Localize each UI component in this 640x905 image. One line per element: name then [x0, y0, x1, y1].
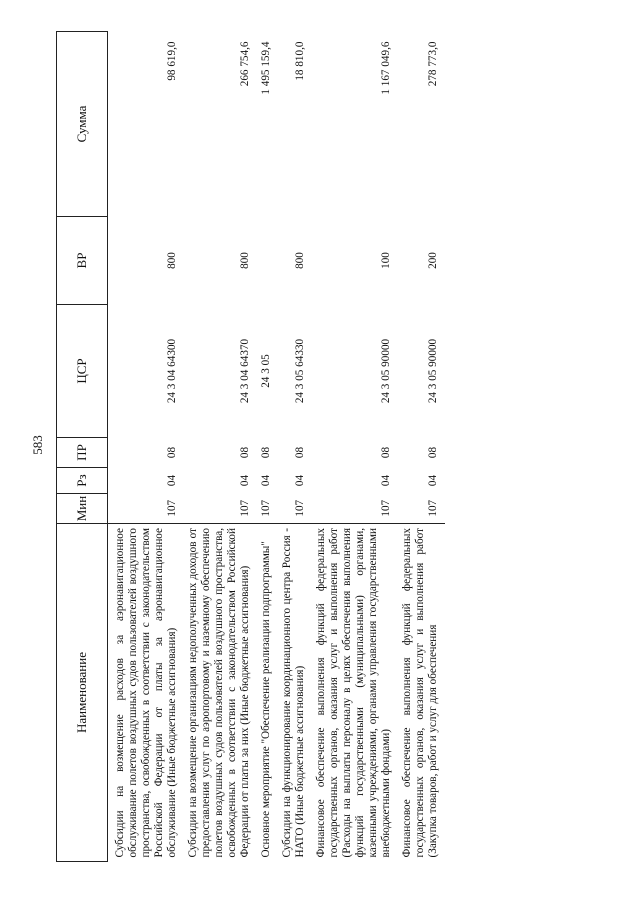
table-row	[184, 32, 257, 862]
page-number: 583	[30, 435, 45, 455]
row-rz: 04	[427, 474, 439, 487]
row-name: Субсидии на возмещение расходов за аэронавигационное обслуживание полетов воздушных судов пользователей воздушного пространства, освобожденных в соответствии с законодательством Российской Федерации от платы за аэронавигационное обслуживание (Иные бюджетные ассигнования)	[108, 524, 185, 862]
row-pr: 08	[294, 446, 306, 459]
table-row	[257, 32, 278, 862]
table-row	[312, 32, 398, 862]
budget-table	[56, 31, 445, 862]
row-csr: 24 3 04 64370	[239, 338, 251, 404]
row-rz: 04	[380, 474, 392, 487]
row-rz: 04	[166, 474, 178, 487]
row-min: 107	[380, 499, 392, 517]
row-sum: 18 810,0	[294, 41, 306, 81]
row-rz: 04	[260, 474, 272, 487]
row-min: 107	[260, 499, 272, 517]
row-vr: 200	[427, 252, 439, 269]
row-csr: 24 3 05 90000	[380, 338, 392, 404]
row-sum: 278 773,0	[427, 41, 439, 87]
row-sum: 1 495 159,4	[260, 41, 272, 95]
table-row	[398, 32, 445, 862]
row-name: Финансовое обеспечение выполнения функций федеральных государственных органов, оказания услуг и выполнения работ (Расходы на выплаты персоналу в целях обеспечения выполнения функций государственными (муниципальными) органами, казенными учреждениями, органами управления государственными внебюджетными фондами)	[312, 524, 398, 862]
row-min: 107	[166, 499, 178, 517]
header-rz: Рз	[57, 468, 108, 494]
row-vr: 800	[239, 252, 251, 269]
row-csr: 24 3 05	[260, 354, 272, 388]
row-pr: 08	[260, 446, 272, 459]
header-vr: ВР	[57, 217, 108, 305]
table-header-row	[57, 32, 108, 862]
header-pr: ПР	[57, 438, 108, 468]
header-name: Наименование	[57, 524, 108, 862]
row-vr: 100	[380, 252, 392, 269]
row-min: 107	[427, 499, 439, 517]
header-min: Мин	[57, 494, 108, 524]
row-name: Основное мероприятие "Обеспечение реализации подпрограммы"	[257, 524, 278, 862]
header-sum: Сумма	[57, 32, 108, 217]
row-name: Субсидии на функционирование координационного центра Россия - НАТО (Иные бюджетные ассигнования)	[278, 524, 312, 862]
table-row	[278, 32, 312, 862]
row-pr: 08	[427, 446, 439, 459]
row-pr: 08	[166, 446, 178, 459]
row-rz: 04	[239, 474, 251, 487]
row-sum: 98 619,0	[166, 41, 178, 81]
row-csr: 24 3 05 90000	[427, 338, 439, 404]
row-sum: 266 754,6	[239, 41, 251, 87]
row-pr: 08	[380, 446, 392, 459]
table-row	[108, 32, 185, 862]
row-vr: 800	[166, 252, 178, 269]
row-vr	[257, 217, 278, 305]
header-csr: ЦСР	[57, 305, 108, 438]
row-rz: 04	[294, 474, 306, 487]
row-min: 107	[239, 499, 251, 517]
row-name: Субсидии на возмещение организациям недополученных доходов от предоставления услуг по аэропортовому и наземному обеспечению полетов воздушных судов пользователей воздушного пространства, освобожденных в соответствии с законодательством Российской Федерации от платы за них (Иные бюджетные ассигнования)	[184, 524, 257, 862]
row-min: 107	[294, 499, 306, 517]
row-pr: 08	[239, 446, 251, 459]
row-vr: 800	[294, 252, 306, 269]
row-csr: 24 3 04 64300	[166, 338, 178, 404]
budget-table-rotated	[56, 32, 576, 862]
row-csr: 24 3 05 64330	[294, 338, 306, 404]
row-name: Финансовое обеспечение выполнения функций федеральных государственных органов, оказания услуг и выполнения работ (Закупка товаров, работ и услуг для обеспечения	[398, 524, 445, 862]
row-sum: 1 167 049,6	[380, 41, 392, 95]
